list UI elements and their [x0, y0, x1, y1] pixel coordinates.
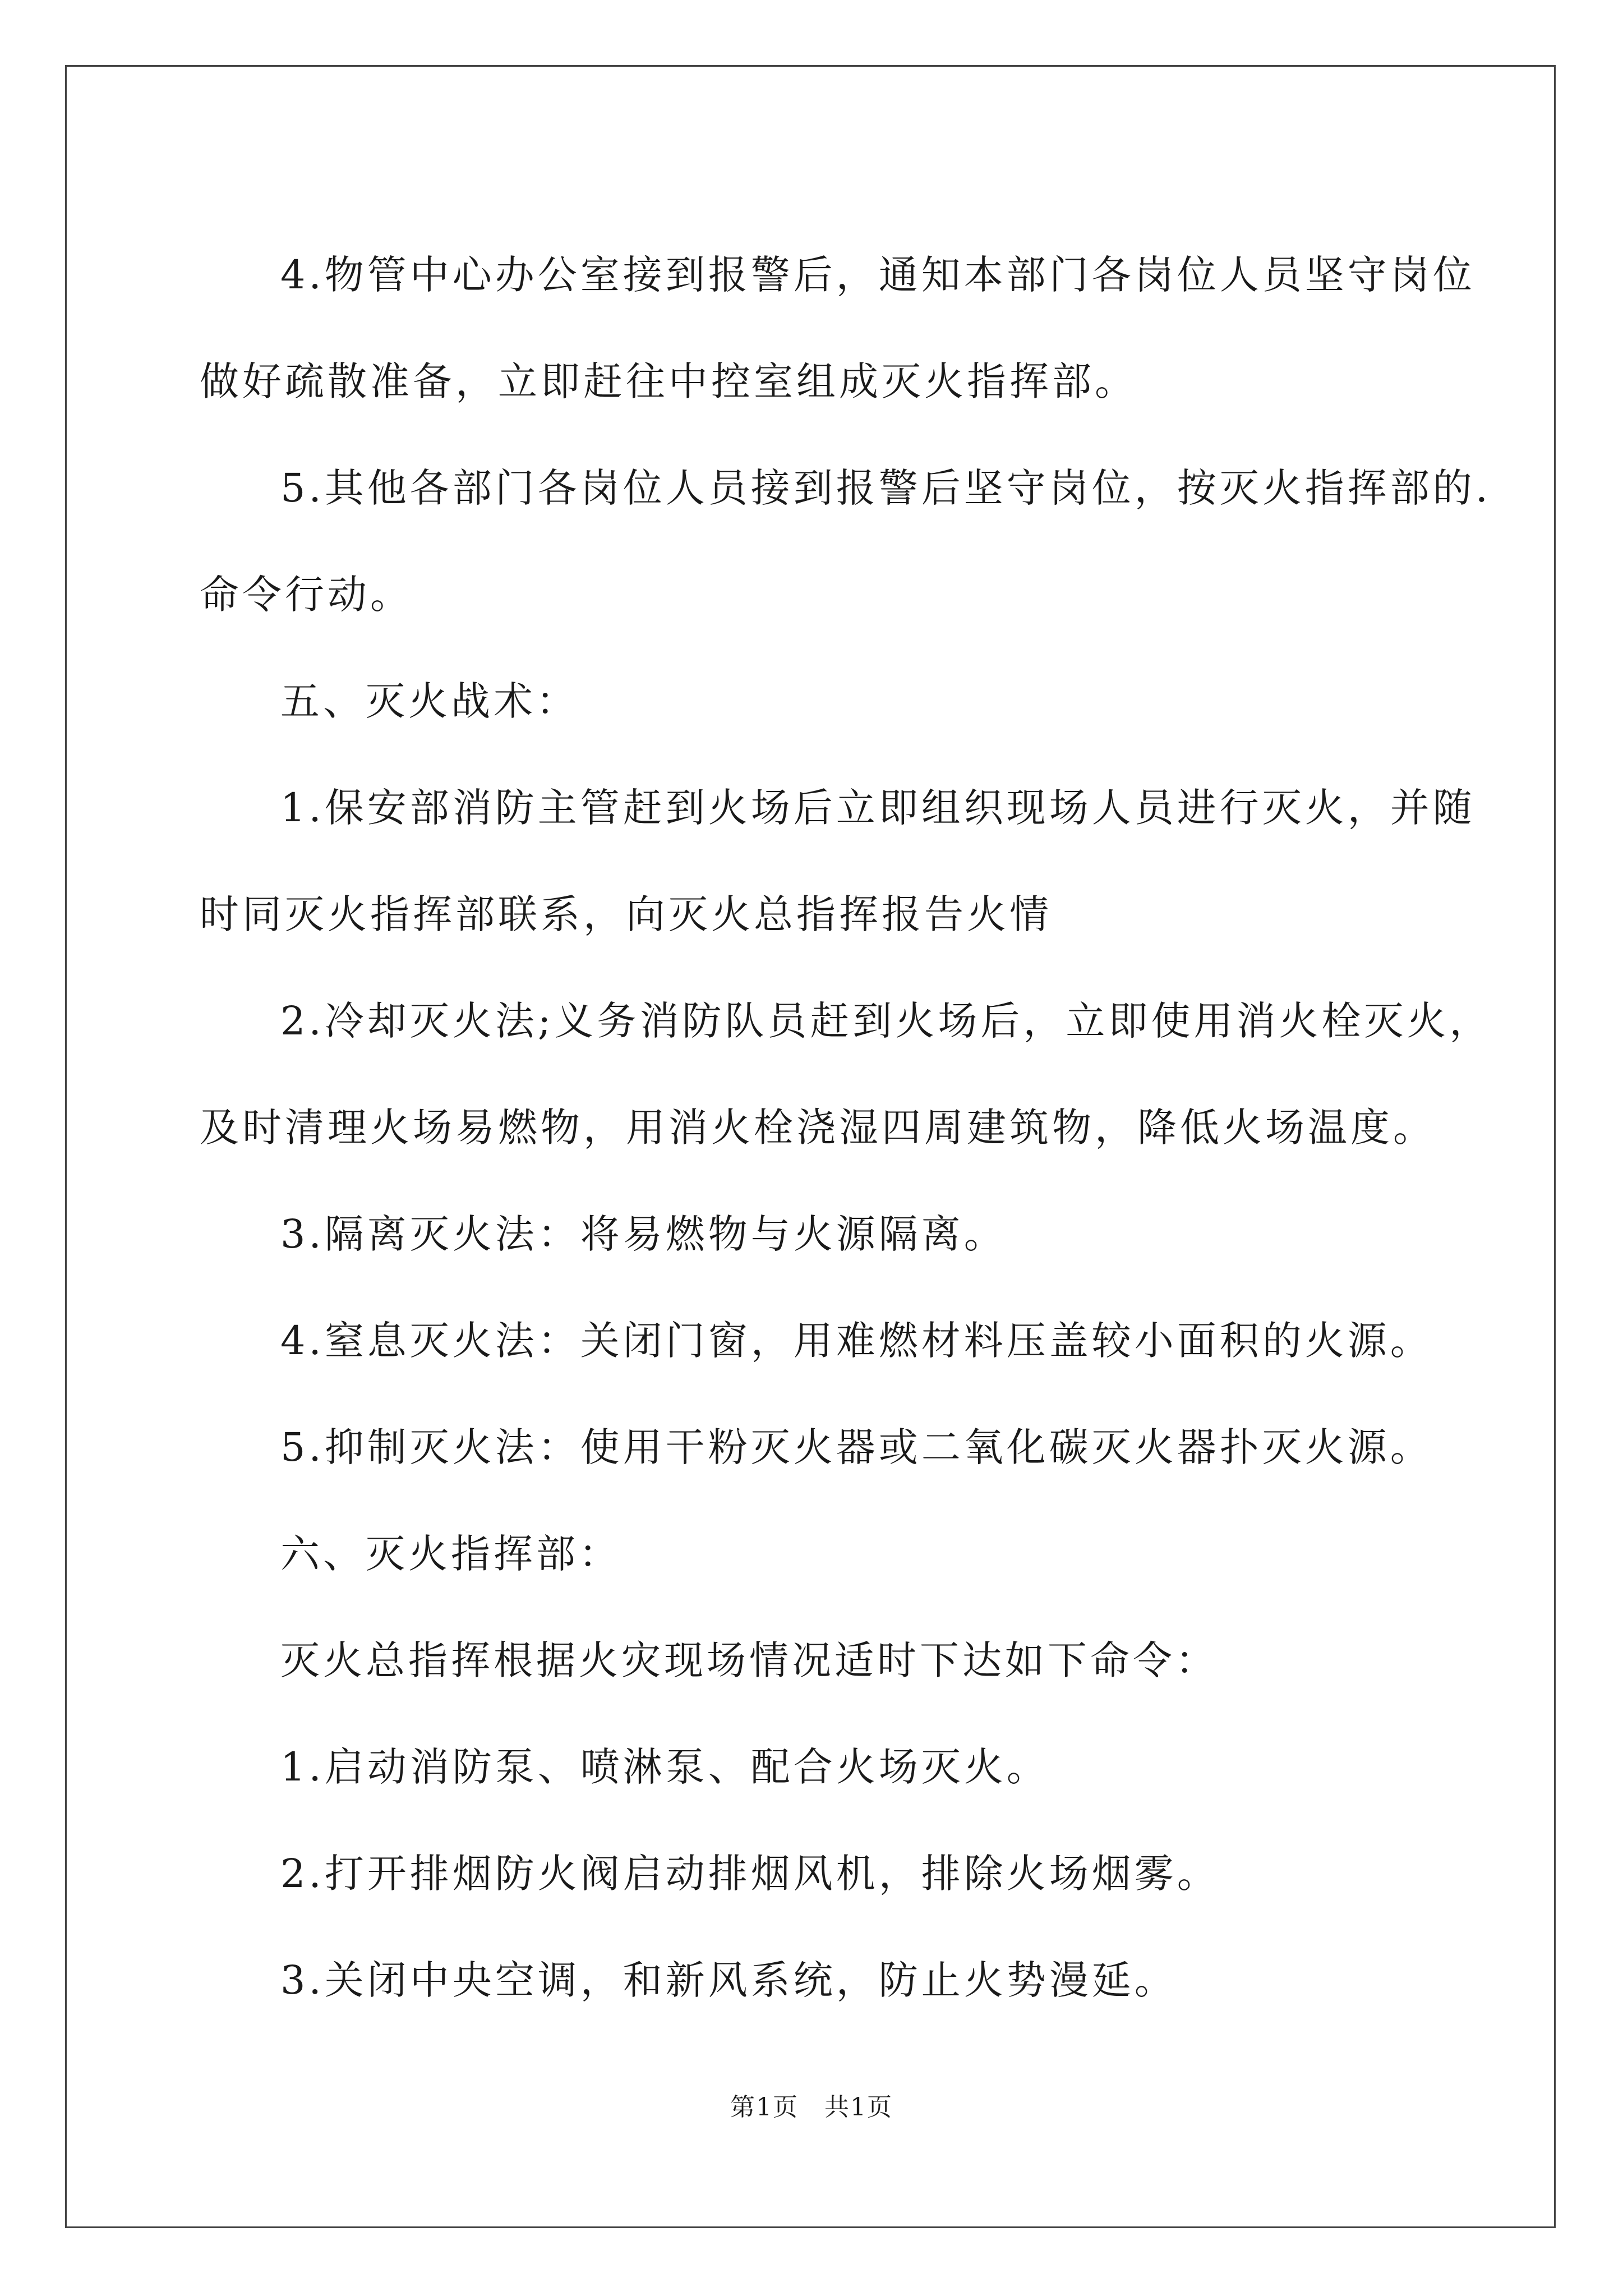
paragraph: 5.抑制灭火法：使用干粉灭火器或二氧化碳灭火器扑灭火源。: [280, 1424, 1433, 1470]
paragraph-continuation: 时同灭火指挥部联系，向灭火总指挥报告火情: [200, 891, 1052, 937]
paragraph: 4.窒息灭火法：关闭门窗，用难燃材料压盖较小面积的火源。: [280, 1318, 1433, 1364]
paragraph: 5.其他各部门各岗位人员接到报警后坚守岗位，按灭火指挥部的.: [280, 465, 1492, 511]
paragraph: 4.物管中心办公室接到报警后，通知本部门各岗位人员坚守岗位: [280, 252, 1476, 298]
paragraph: 3.隔离灭火法：将易燃物与火源隔离。: [280, 1211, 1007, 1257]
section-heading: 五、灭火战术：: [280, 678, 579, 724]
paragraph-continuation: 命令行动。: [200, 572, 413, 618]
section-heading: 六、灭火指挥部：: [280, 1531, 621, 1577]
paragraph: 灭火总指挥根据火灾现场情况适时下达如下命令：: [280, 1637, 1218, 1683]
paragraph-continuation: 及时清理火场易燃物，用消火栓浇湿四周建筑物，降低火场温度。: [200, 1105, 1436, 1151]
paragraph: 2.冷却灭火法;义务消防队员赶到火场后，立即使用消火栓灭火，: [280, 998, 1492, 1044]
document-body: [200, 222, 1492, 2033]
paragraph: 1.保安部消防主管赶到火场后立即组织现场人员进行灭火，并随: [280, 785, 1476, 831]
page-number-footer: 第1页 共1页: [730, 2093, 893, 2122]
paragraph: 1.启动消防泵、喷淋泵、配合火场灭火。: [280, 1744, 1049, 1790]
paragraph: 3.关闭中央空调，和新风系统，防止火势漫延。: [280, 1957, 1177, 2003]
paragraph-continuation: 做好疏散准备，立即赶往中控室组成灭火指挥部。: [200, 358, 1137, 404]
paragraph: 2.打开排烟防火阀启动排烟风机，排除火场烟雾。: [280, 1851, 1220, 1897]
